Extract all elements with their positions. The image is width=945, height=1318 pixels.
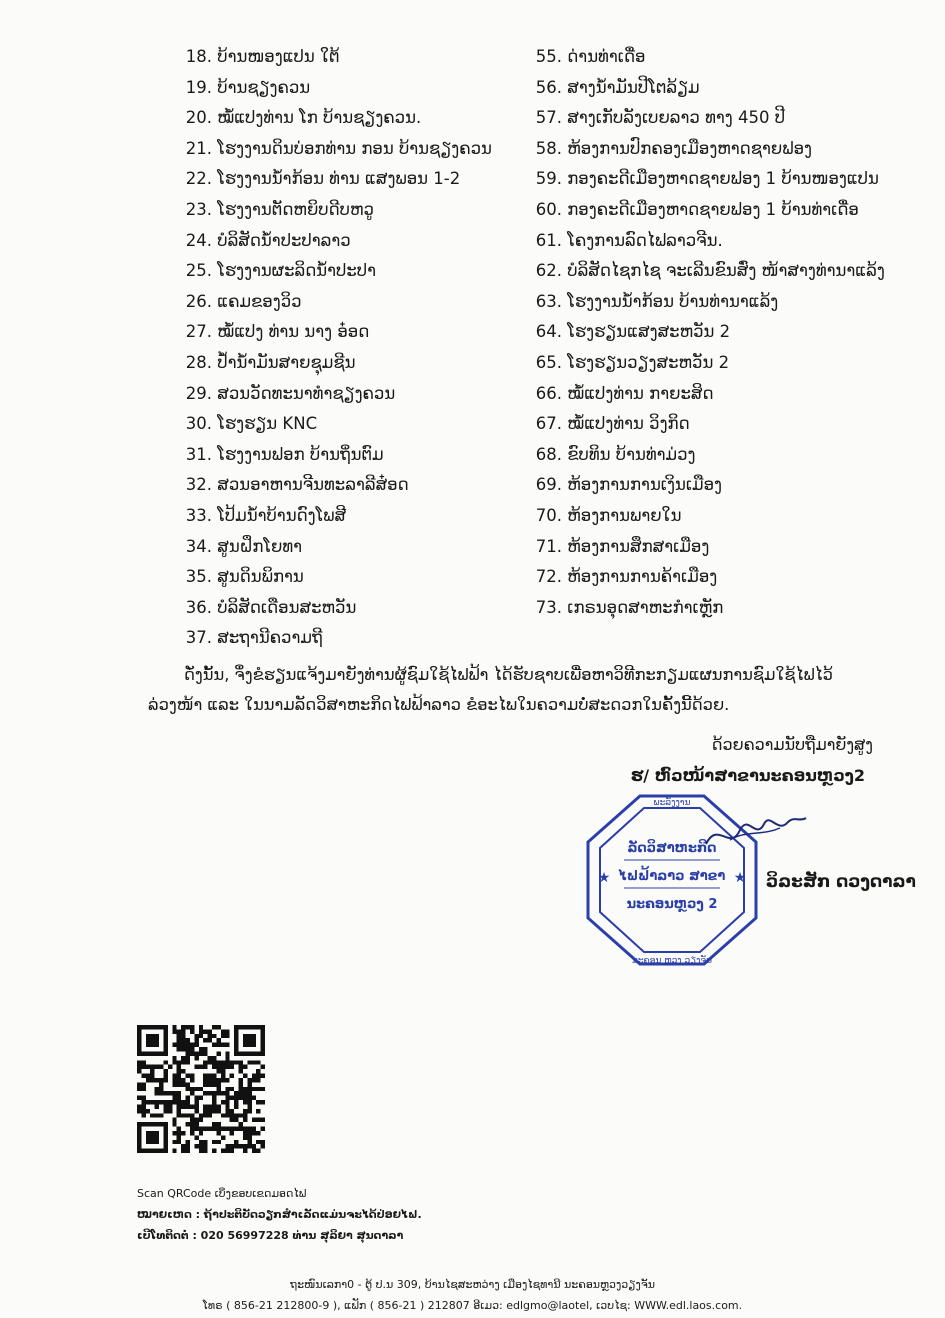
list-item-text: ໂຄງການລົດໄຟລາວຈີນ. xyxy=(567,230,723,250)
list-item-number: 71. xyxy=(535,536,562,556)
list-item-number: 28. xyxy=(185,352,212,372)
list-item-text: ສູນຝຶກໂຍທາ xyxy=(217,536,303,556)
list-item-number: 21. xyxy=(185,138,212,158)
qr-code-icon xyxy=(137,1025,265,1153)
list-item-text: ບໍລິສັດໄຊກໄຊ ຈະເລີນຂົນສົ່ງ ໜ້າສາງທ່ານາແລ້ງ xyxy=(567,261,885,281)
list-item xyxy=(500,287,885,318)
list-item-text: ປ້ຳນ້ຳມັນສາຍຊຸມຊີນ xyxy=(217,352,356,372)
list-item-number: 58. xyxy=(535,138,562,158)
list-item-number: 33. xyxy=(185,505,212,525)
list-item xyxy=(500,562,885,593)
list-item-text: ໂຮງຮຽນແສງສະຫວັນ 2 xyxy=(567,322,731,342)
closing-regards: ດ້ວຍຄວາມນັບຖືມາຍັງສູງ xyxy=(711,735,873,754)
list-item-text: ດ່ານທ່າເດື່ອ xyxy=(567,47,646,66)
stamp-star-left-icon: ★ xyxy=(597,870,611,886)
list-item xyxy=(150,470,492,501)
list-item-number: 62. xyxy=(535,261,562,281)
note-remark: ໝາຍເຫດ : ຖ້າປະຕິບັດວຽກສຳເລັດແມ່ນຈະໄດ້ປ່ອຍໄຟ. xyxy=(137,1208,422,1221)
signer-title: ຮ/ ຫົວໜ້າສາຂານະຄອນຫຼວງ2 xyxy=(630,766,865,785)
list-item xyxy=(150,226,492,257)
handwritten-signature xyxy=(700,800,810,860)
list-item xyxy=(500,470,885,501)
list-item xyxy=(150,73,492,104)
list-item-text: ບ້ານໜອງແປນ ໃຕ້ xyxy=(217,47,340,66)
list-item-text: ສະຖານີຄວາມຖີ xyxy=(217,628,323,648)
list-item-number: 31. xyxy=(185,444,212,464)
list-item-number: 68. xyxy=(535,444,562,464)
notice-list-right xyxy=(500,42,885,623)
list-item-number: 18. xyxy=(185,47,212,66)
list-item xyxy=(150,134,492,165)
list-item xyxy=(500,134,885,165)
list-item-text: ສາງນ້ຳມັນປີໂຕລ້ຽມ xyxy=(567,77,700,97)
footer-address: ຖະໜົນເລກາ0 - ຕູ້ ປ.ນ 309, ບ້ານໄຊສະຫວ່າງ ເມືອງໄຊທານີ ນະຄອນຫຼວງວຽງຈັນ xyxy=(289,1278,656,1291)
signer-name: ວິລະສັກ ດວງດາລາ xyxy=(766,872,916,892)
stamp-line-3: ນະຄອນຫຼວງ 2 xyxy=(626,897,718,912)
list-item-text: ບໍລິສັດເດືອນສະຫວັນ xyxy=(217,597,357,617)
list-item-number: 56. xyxy=(535,77,562,97)
list-item-number: 27. xyxy=(185,322,212,342)
list-item-number: 22. xyxy=(185,169,212,189)
notice-paragraph xyxy=(148,660,888,720)
list-item-number: 61. xyxy=(535,230,562,250)
list-item-text: ຫ້ອງການການເງິນເມືອງ xyxy=(567,475,722,495)
list-item-number: 25. xyxy=(185,261,212,281)
stamp-ring-top: ພະລັງງານ xyxy=(653,798,691,808)
list-item xyxy=(150,348,492,379)
list-item xyxy=(500,317,885,348)
list-item-number: 55. xyxy=(535,47,562,66)
list-item-number: 63. xyxy=(535,291,562,311)
list-item-number: 72. xyxy=(535,567,562,587)
footer-contact: ໂທຣ ( 856-21 212800-9 ), ແຟັກ ( 856-21 ) 212807 ອີເມວ: edlgmo@laotel, ເວບໄຊ: WWW.edl.laos.com. xyxy=(202,1299,743,1312)
list-item xyxy=(150,501,492,532)
list-item-number: 65. xyxy=(535,352,562,372)
list-item-text: ໂຮງງານຕັດຫຍິບດີບຫວູ xyxy=(217,199,374,219)
list-item xyxy=(500,226,885,257)
paragraph-line-1: ດັ່ງນັ້ນ, ຈຶ່ງຂໍຮຽນແຈ້ງມາຍັງທ່ານຜູ້ຊົມໃຊ້ໄຟຟ້າ ໄດ້ຮັບຊາບເພື່ອຫາວິທີກະກຽມແຜນການຊົມໃຊ້ໄຟໄວ້ xyxy=(184,665,833,684)
list-item-text: ໂຮງຮຽນວຽງສະຫວັນ 2 xyxy=(567,352,730,372)
list-item-text: ຫ້ອງການສຶກສາເມືອງ xyxy=(567,536,710,556)
list-item xyxy=(150,593,492,624)
list-item-text: ບ້ານຊຽງຄວນ xyxy=(217,77,311,97)
list-item xyxy=(500,103,885,134)
list-item-number: 70. xyxy=(535,505,562,525)
list-item xyxy=(150,379,492,410)
list-item xyxy=(150,256,492,287)
list-item xyxy=(500,348,885,379)
list-item-text: ໂຮງຮຽນ KNC xyxy=(217,414,318,434)
note-scan: Scan QRCode ເບິ່ງຂອບເຂດມອດໄຟ xyxy=(137,1187,307,1200)
list-item-text: ຫ້ອງການການຄ້າເມືອງ xyxy=(567,567,718,587)
list-item-number: 73. xyxy=(535,597,562,617)
list-item xyxy=(500,440,885,471)
list-item-number: 29. xyxy=(185,383,212,403)
list-item xyxy=(150,103,492,134)
list-item-number: 60. xyxy=(535,199,562,219)
note-contact: ເບີໂທຕິດຕໍ່ : 020 56997228 ທ່ານ ສຸລິຍາ ສຸນດາລາ xyxy=(137,1229,404,1242)
list-item-text: ຫ້ອງການພາຍໃນ xyxy=(567,505,682,525)
list-item-text: ໂປ້ມນ້ຳບ້ານດົງໂພສີ xyxy=(217,505,347,525)
list-item-text: ຫ້ອງການປົກຄອງເມືອງຫາດຊາຍຟອງ xyxy=(567,138,812,158)
list-item-text: ຂົບທິນ ບ້ານທ່າມ່ວງ xyxy=(567,444,696,464)
list-item-text: ສູນດິນພິການ xyxy=(217,567,304,587)
notice-list-left xyxy=(150,42,492,654)
list-item-number: 30. xyxy=(185,414,212,434)
list-item xyxy=(500,379,885,410)
list-item-number: 59. xyxy=(535,169,562,189)
list-item-text: ໂຮງງານນ້ຳກ້ອນ ບ້ານທ່ານາແລ້ງ xyxy=(567,291,779,311)
list-item-number: 32. xyxy=(185,475,212,495)
list-item-text: ໝໍ້ແປງ ທ່ານ ນາງ ອ໋ອດ xyxy=(217,322,370,342)
list-item-number: 26. xyxy=(185,291,212,311)
list-item-text: ໂຮງງານນ້ຳກ້ອນ ທ່ານ ແສງພອນ 1-2 xyxy=(217,169,461,189)
list-item-number: 64. xyxy=(535,322,562,342)
list-item-text: ສາງເກັບລັງເບຍລາວ ທາງ 450 ປີ xyxy=(567,108,786,128)
list-item xyxy=(500,164,885,195)
list-item-number: 57. xyxy=(535,108,562,128)
list-item-number: 23. xyxy=(185,199,212,219)
list-item xyxy=(500,195,885,226)
list-item xyxy=(150,287,492,318)
list-item-number: 20. xyxy=(185,108,212,128)
paragraph-line-2: ລ່ວງໜ້າ ແລະ ໃນນາມລັດວິສາຫະກິດໄຟຟ້າລາວ ຂໍອະໄພໃນຄວາມບໍ່ສະດວກໃນຄັ້ງນີ້ດ້ວຍ. xyxy=(148,695,730,714)
list-item xyxy=(500,256,885,287)
list-item-text: ກອງຄະດີເມືອງຫາດຊາຍຟອງ 1 ບ້ານໜອງແປນ xyxy=(567,169,879,189)
list-item xyxy=(150,195,492,226)
list-item-text: ສວນວັດທະນາທຳຊຽງຄວນ xyxy=(217,383,396,403)
list-item-number: 35. xyxy=(185,567,212,587)
list-item-number: 69. xyxy=(535,475,562,495)
list-item-number: 34. xyxy=(185,536,212,556)
list-item xyxy=(500,73,885,104)
list-item-text: ໂຮງງານຟອກ ບ້ານຖິ່ນຕົມ xyxy=(217,444,384,464)
list-item-text: ໝໍ້ແປງທ່ານ ໂກ ບ້ານຊຽງຄວນ. xyxy=(217,108,422,128)
list-item-number: 37. xyxy=(185,628,212,648)
list-item xyxy=(150,532,492,563)
list-item-text: ໂຮງງານດິນບ່ອກທ່ານ ກອນ ບ້ານຊຽງຄວນ xyxy=(217,138,492,158)
list-item-text: ບໍລິສັດນ້ຳປະປາລາວ xyxy=(217,230,351,250)
stamp-ring-bottom: ນະຄອນ ຫຼວງ ວຽງຈັນ xyxy=(631,956,713,966)
list-item-text: ໝໍ້ແປງທ່ານ ກາຍະສິດ xyxy=(567,383,714,403)
list-item-text: ໂຮງງານຜະລິດນ້ຳປະປາ xyxy=(217,261,377,281)
list-item xyxy=(500,593,885,624)
stamp-star-right-icon: ★ xyxy=(733,870,747,886)
list-item xyxy=(500,532,885,563)
list-item xyxy=(150,562,492,593)
list-item xyxy=(150,42,492,73)
list-item-number: 36. xyxy=(185,597,212,617)
stamp-line-1: ລັດວິສາຫະກິດ xyxy=(627,841,717,856)
stamp-line-2: ໄຟຟ້າລາວ ສາຂາ xyxy=(618,869,726,884)
list-item xyxy=(150,440,492,471)
list-item-number: 66. xyxy=(535,383,562,403)
list-item xyxy=(150,623,492,654)
list-item xyxy=(150,164,492,195)
list-item-text: ສວນອາຫານຈີນທະລາລີສ໋ອດ xyxy=(217,475,409,495)
list-item xyxy=(500,501,885,532)
list-item-number: 24. xyxy=(185,230,212,250)
list-item xyxy=(500,42,885,73)
list-item-text: ເກຣນອຸດສາຫະກຳເຫຼັກ xyxy=(567,597,724,617)
list-item-number: 67. xyxy=(535,414,562,434)
list-item xyxy=(150,317,492,348)
list-item-number: 19. xyxy=(185,77,212,97)
list-item-text: ແຄມຂອງວິວ xyxy=(217,291,302,311)
list-item-text: ກອງຄະດີເມືອງຫາດຊາຍຟອງ 1 ບ້ານທ່າເດື່ອ xyxy=(567,199,859,219)
list-item xyxy=(150,409,492,440)
list-item xyxy=(500,409,885,440)
list-item-text: ໝໍ້ແປງທ່ານ ວິງກິດ xyxy=(567,414,690,434)
